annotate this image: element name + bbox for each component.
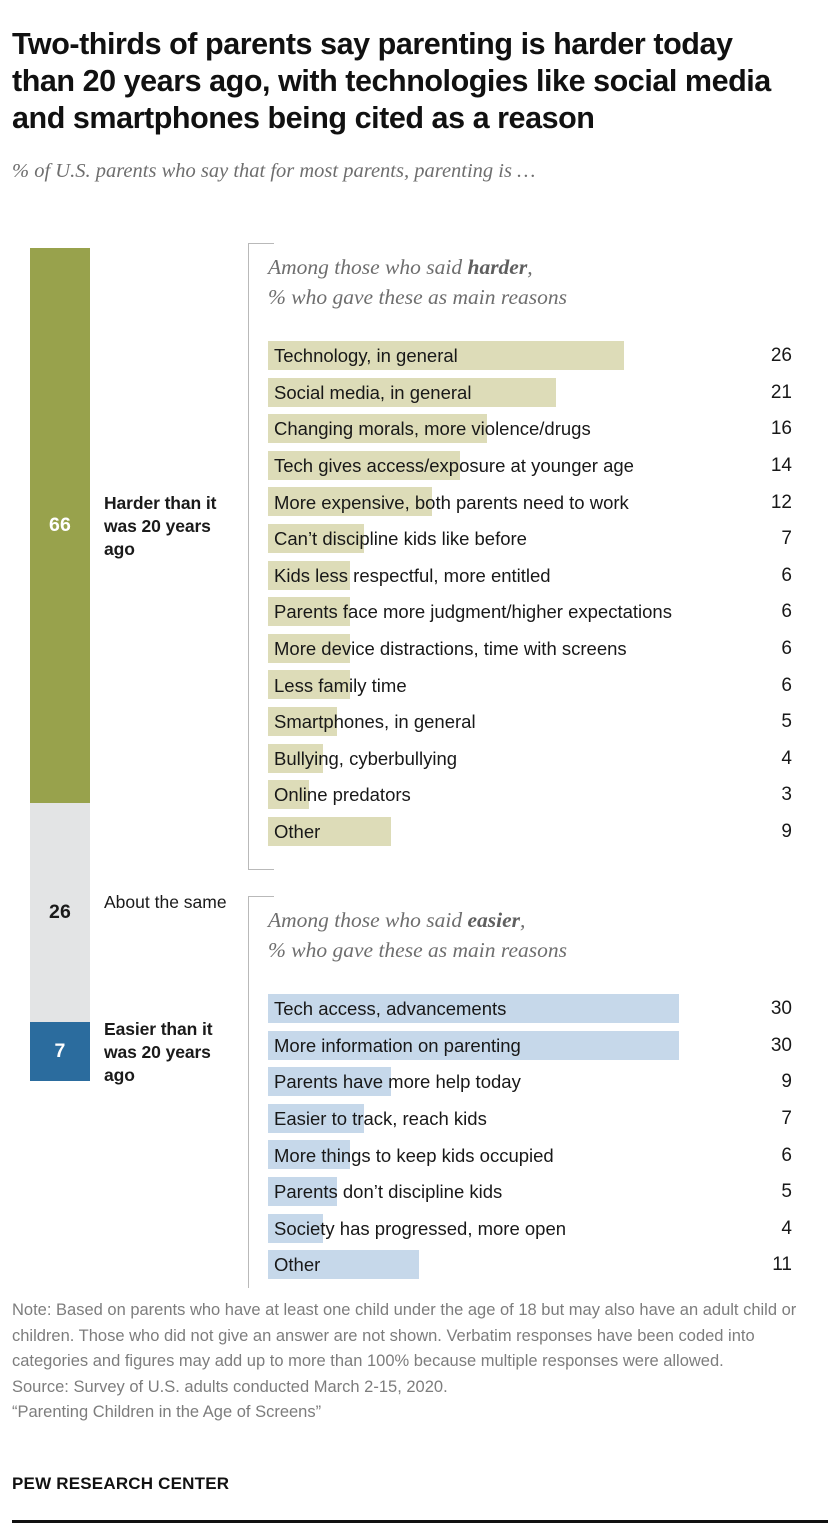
- reason-row: [268, 594, 792, 631]
- reason-label: Kids less respectful, more entitled: [274, 564, 551, 586]
- stack-label-harder: Harder than it was 20 years ago: [104, 492, 217, 559]
- reason-label: Other: [274, 821, 321, 843]
- reason-value: 30: [770, 1034, 792, 1056]
- panel-heading-line2: % who gave these as main reasons: [268, 285, 567, 309]
- reasons-list-easier: [268, 991, 792, 1284]
- footer-notes: [12, 1298, 812, 1426]
- panel-heading-emphasis: easier: [467, 908, 521, 932]
- reason-row: [268, 667, 792, 704]
- stack-segment-value: 66: [48, 514, 72, 537]
- panel-heading-harder: [268, 252, 788, 312]
- stacked-bar-chart: [30, 248, 90, 1081]
- reason-row: [268, 448, 792, 485]
- reason-value: 26: [770, 345, 792, 367]
- reason-value: 16: [770, 418, 792, 440]
- reason-row: [268, 814, 792, 851]
- reason-row: [268, 1247, 792, 1284]
- reason-label: Online predators: [274, 784, 411, 806]
- reason-row: [268, 1101, 792, 1138]
- reason-row: [268, 338, 792, 375]
- reason-label: More device distractions, time with screens: [274, 638, 627, 660]
- reason-value: 14: [770, 455, 792, 477]
- stack-segment-harder: [30, 248, 90, 803]
- panel-heading-line2: % who gave these as main reasons: [268, 938, 567, 962]
- reason-row: [268, 1174, 792, 1211]
- reason-label: Easier to track, reach kids: [274, 1108, 487, 1130]
- reason-row: [268, 631, 792, 668]
- reason-value: 6: [781, 674, 792, 696]
- reason-label: Smartphones, in general: [274, 711, 476, 733]
- reasons-list-harder: [268, 338, 792, 850]
- reason-label: More expensive, both parents need to work: [274, 491, 629, 513]
- panel-heading-prefix: Among those who said: [268, 908, 468, 932]
- reason-label: Tech gives access/exposure at younger age: [274, 455, 634, 477]
- reason-label: Less family time: [274, 674, 407, 696]
- pew-research-center-brand: PEW RESEARCH CENTER: [12, 1474, 230, 1493]
- reason-row: [268, 411, 792, 448]
- reason-row: [268, 741, 792, 778]
- reason-label: Parents face more judgment/higher expectations: [274, 601, 672, 623]
- stack-segment-value: 7: [54, 1040, 66, 1063]
- reason-value: 6: [781, 601, 792, 623]
- reason-label: Society has progressed, more open: [274, 1217, 567, 1239]
- reason-label: More things to keep kids occupied: [274, 1144, 554, 1166]
- panel-heading-prefix: Among those who said: [268, 255, 468, 279]
- reason-label: Tech access, advancements: [274, 998, 507, 1020]
- reason-value: 9: [781, 1071, 792, 1093]
- stack-label-easier: Easier than it was 20 years ago: [104, 1018, 213, 1085]
- panel-heading-line1: [268, 252, 788, 282]
- reason-row: [268, 1028, 792, 1065]
- reason-row: [268, 777, 792, 814]
- panel-heading-line1: [268, 905, 788, 935]
- panel-heading-suffix: ,: [527, 255, 533, 279]
- reason-value: 6: [781, 564, 792, 586]
- panel-heading-emphasis: harder: [467, 255, 528, 279]
- reason-label: Can’t discipline kids like before: [274, 528, 527, 550]
- reason-value: 12: [770, 491, 792, 513]
- reason-value: 21: [770, 381, 792, 403]
- reason-row: [268, 991, 792, 1028]
- reason-value: 7: [781, 1108, 792, 1130]
- reason-label: Social media, in general: [274, 381, 472, 403]
- stack-segment-easier: [30, 1022, 90, 1081]
- reason-value: 11: [772, 1254, 792, 1276]
- source-text: Source: Survey of U.S. adults conducted March 2-15, 2020.: [12, 1377, 448, 1396]
- reason-value: 30: [770, 998, 792, 1020]
- reason-value: 4: [781, 1217, 792, 1239]
- reason-value: 6: [781, 638, 792, 660]
- reason-value: 4: [781, 747, 792, 769]
- reason-label: More information on parenting: [274, 1034, 521, 1056]
- reason-row: [268, 1211, 792, 1248]
- reason-row: [268, 704, 792, 741]
- reason-row: [268, 375, 792, 412]
- reason-label: Other: [274, 1254, 321, 1276]
- reason-label: Bullying, cyberbullying: [274, 747, 458, 769]
- reason-value: 9: [781, 821, 792, 843]
- bottom-rule: [12, 1520, 828, 1523]
- reason-row: [268, 484, 792, 521]
- reason-label: Parents have more help today: [274, 1071, 521, 1093]
- chart-title: Two-thirds of parents say parenting is harder today than 20 years ago, with technologies like social media and smartphones being cited as a reason: [12, 27, 771, 135]
- note-text: Note: Based on parents who have at least one child under the age of 18 but may also have an adult child or children. Those who did not give an answer are not shown. Verbatim responses have been coded into categories and figures may add up to more than 100% because multiple responses were allowed.: [12, 1301, 797, 1370]
- panel-heading-easier: [268, 905, 788, 965]
- reason-value: 6: [781, 1144, 792, 1166]
- reason-label: Parents don’t discipline kids: [274, 1181, 503, 1203]
- reason-row: [268, 1064, 792, 1101]
- panel-heading-suffix: ,: [520, 908, 526, 932]
- reason-label: Changing morals, more violence/drugs: [274, 418, 591, 440]
- report-title: “Parenting Children in the Age of Screens”: [12, 1403, 322, 1421]
- reason-row: [268, 558, 792, 595]
- reason-value: 5: [781, 1181, 792, 1203]
- reason-label: Technology, in general: [274, 345, 458, 367]
- reason-row: [268, 521, 792, 558]
- stack-segment-about-the-same: [30, 803, 90, 1022]
- stack-label-about-the-same: About the same: [104, 891, 227, 912]
- reason-row: [268, 1137, 792, 1174]
- reason-value: 5: [781, 711, 792, 733]
- reason-value: 3: [781, 784, 792, 806]
- stack-segment-value: 26: [48, 901, 72, 924]
- reason-value: 7: [781, 528, 792, 550]
- chart-subtitle: % of U.S. parents who say that for most parents, parenting is …: [12, 160, 536, 182]
